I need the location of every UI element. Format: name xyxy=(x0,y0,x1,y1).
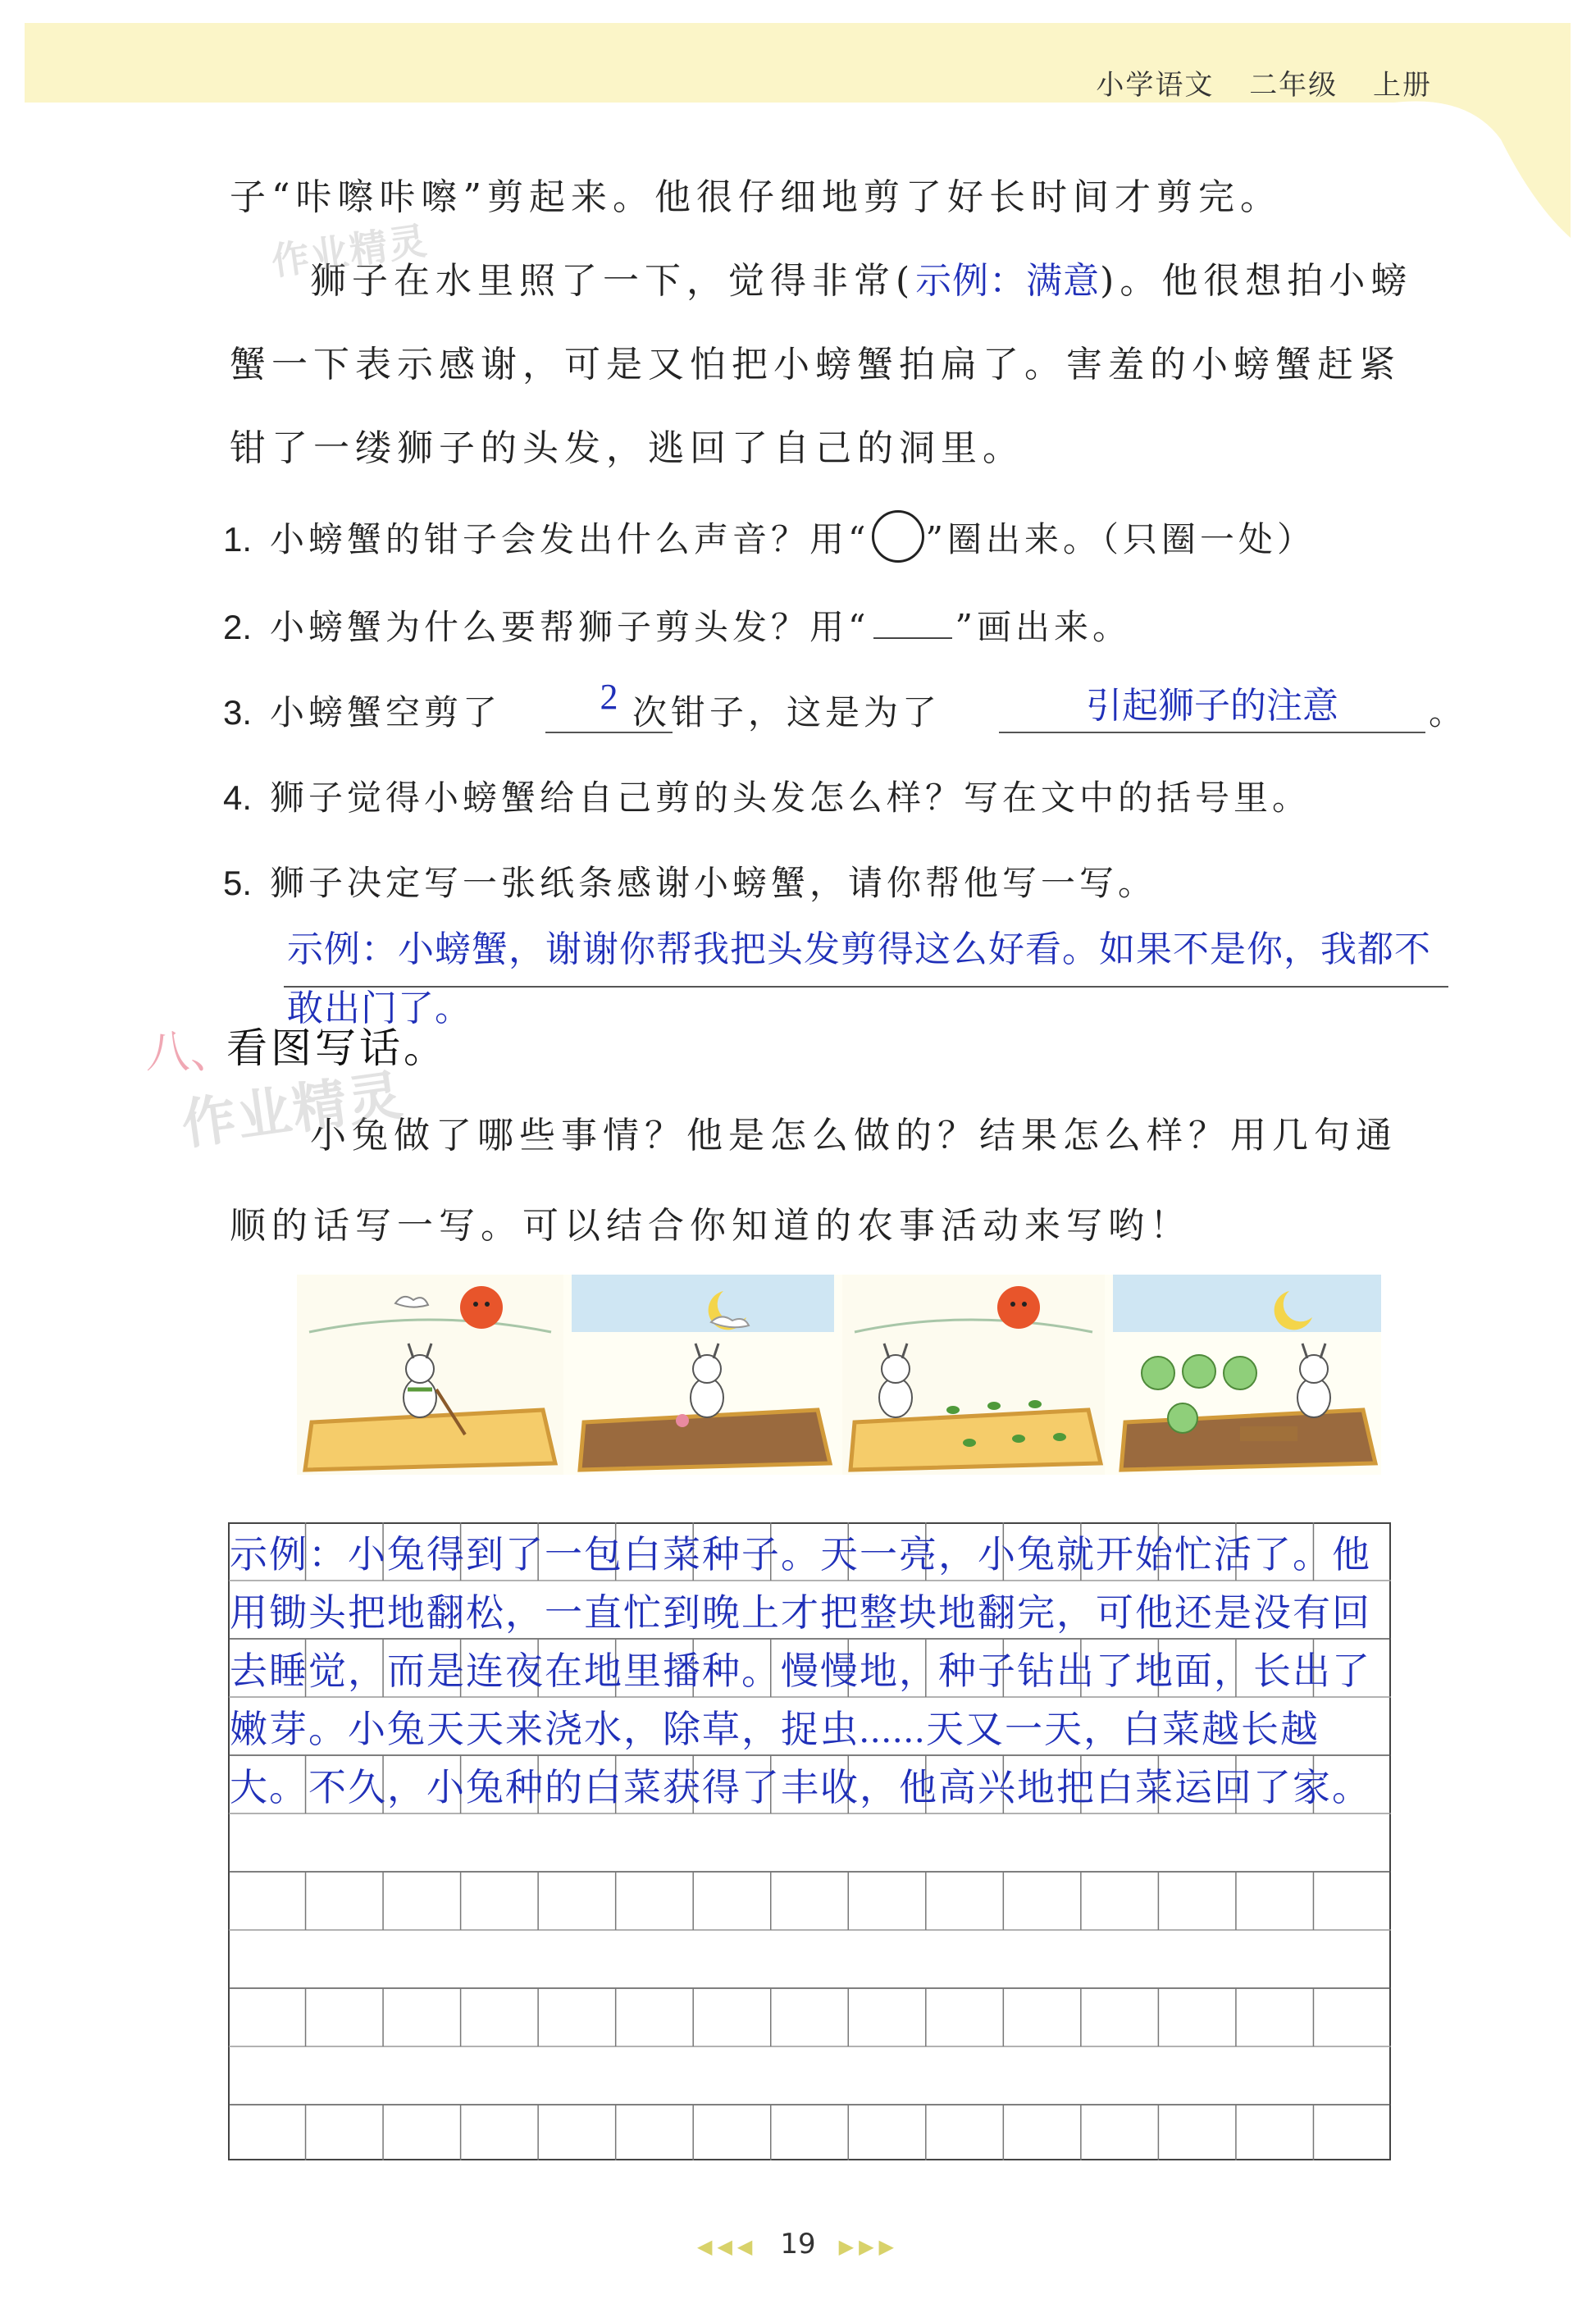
passage-line-3: 蟹一下表示感谢，可是又怕把小螃蟹拍扁了。害羞的小螃蟹赶紧 xyxy=(230,344,1401,386)
underline-icon xyxy=(873,613,952,639)
answer-blank-count[interactable] xyxy=(545,732,673,733)
question-2-number: 2. xyxy=(223,608,253,646)
section-8-number: 八、 xyxy=(146,1028,235,1077)
passage-line-2-after: 。他很想拍小螃 xyxy=(1119,260,1413,302)
right-arrows-icon: ▶▶▶ xyxy=(838,2235,899,2258)
answer-picture-story: 示例：小兔得到了一包白菜种子。天一亮，小兔就开始忙活了。他用锄头把地翻松，一直忙到晚上才把整块地翻完，可他还是没有回去睡觉，而是连夜在地里播种。慢慢地，种子钻出了地面，长出了嫩芽。小兔天天来浇水，除草，捉虫......天又一天，白菜越长越大。不久，小兔种的白菜获得了丰收，他高兴地把白菜运回了家。 xyxy=(230,1534,1371,1809)
header-subject: 小学语文 xyxy=(1096,69,1215,102)
answer-paren-close: ) xyxy=(1100,260,1120,302)
question-3-part-1: 小螃蟹空剪了 xyxy=(270,692,502,732)
question-3-part-2: 次钳子，这是为了 xyxy=(632,692,942,732)
question-1-text-after: ”圈出来。（只圈一处） xyxy=(925,519,1316,559)
panel-3-watering xyxy=(842,1275,1105,1475)
header-book-info xyxy=(1096,62,1432,103)
section-8-prompt-line-2: 顺的话写一写。可以结合你知道的农事活动来写哟！ xyxy=(230,1205,1192,1247)
question-1-text-before: 小螃蟹的钳子会发出什么声音？用“ xyxy=(270,519,870,559)
header-volume: 上册 xyxy=(1373,69,1432,102)
passage-line-2 xyxy=(310,251,1412,303)
answer-paren-open: ( xyxy=(896,260,916,302)
question-4-number: 4. xyxy=(223,778,253,817)
question-2-text-after: ”画出来。 xyxy=(955,607,1131,647)
passage-line-1: 子“咔嚓咔嚓”剪起来。他很仔细地剪了好长时间才剪完。 xyxy=(230,176,1282,218)
section-8-title: 看图写话。 xyxy=(226,1024,448,1072)
question-3-number: 3. xyxy=(223,693,253,732)
page-footer xyxy=(0,2228,1596,2261)
answer-thank-you-note: 示例：小螃蟹，谢谢你帮我把头发剪得这么好看。如果不是你，我都不敢出门了。 xyxy=(287,929,1431,1029)
question-5-number: 5. xyxy=(223,864,253,902)
question-1 xyxy=(223,510,1316,563)
question-4 xyxy=(223,771,1311,820)
watermark-top: 作业精灵 xyxy=(268,217,431,285)
answer-blank-purpose[interactable] xyxy=(999,732,1425,733)
circle-icon xyxy=(872,510,924,563)
question-5-text: 狮子决定写一张纸条感谢小螃蟹，请你帮他写一写。 xyxy=(270,863,1157,903)
sun-icon xyxy=(460,1286,503,1329)
watermark-middle: 作业精灵 xyxy=(177,1063,408,1157)
question-2 xyxy=(223,600,1131,650)
answer-count: 2 xyxy=(600,677,618,717)
passage-line-4: 钳了一缕狮子的头发，逃回了自己的洞里。 xyxy=(230,427,1024,469)
passage-line-2-before: 狮子在水里照了一下，觉得非常 xyxy=(310,260,896,302)
question-3-end: 。 xyxy=(1429,692,1468,732)
left-arrows-icon: ◀◀◀ xyxy=(696,2235,758,2258)
question-1-number: 1. xyxy=(223,520,253,559)
page-number: 19 xyxy=(780,2228,816,2261)
picture-strip xyxy=(297,1275,1381,1475)
answer-purpose: 引起狮子的注意 xyxy=(1086,686,1338,726)
sun-icon xyxy=(997,1286,1040,1329)
question-5 xyxy=(223,856,1156,906)
panel-1-hoeing xyxy=(297,1275,563,1475)
section-8-prompt-line-1: 小兔做了哪些事情？他是怎么做的？结果怎么样？用几句通 xyxy=(310,1115,1398,1156)
question-4-text: 狮子觉得小螃蟹给自己剪的头发怎么样？写在文中的括号里。 xyxy=(270,778,1311,818)
answer-feeling: 示例：满意 xyxy=(915,261,1101,301)
header-grade: 二年级 xyxy=(1249,69,1338,102)
question-2-text-before: 小螃蟹为什么要帮狮子剪头发？用“ xyxy=(270,607,870,647)
